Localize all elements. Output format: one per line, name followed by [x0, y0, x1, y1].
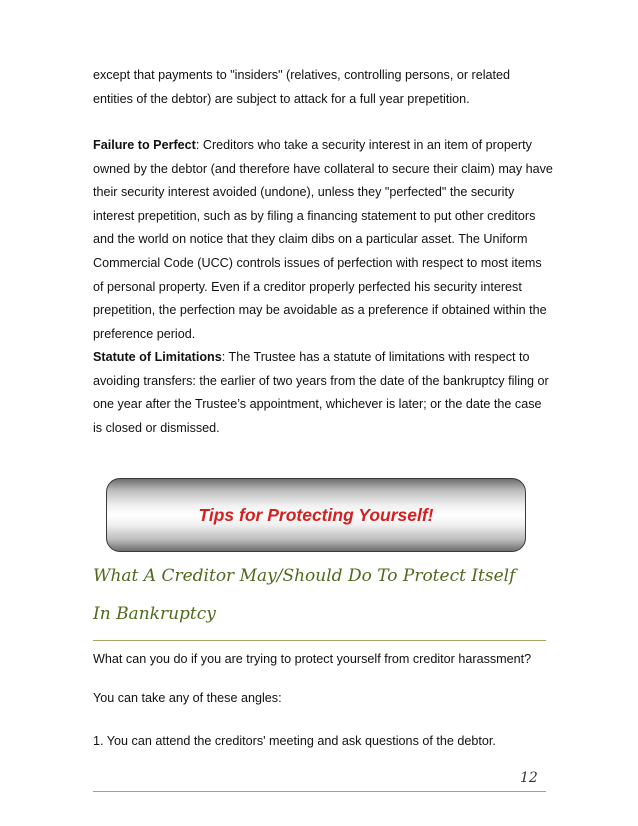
failure-to-perfect-label: Failure to Perfect: [93, 138, 196, 152]
statute-of-limitations-text: : The Trustee has a statute of limitations with respect to avoiding transfers: the earlier of two years from the date of the bankruptcy filing or one year after the Trustee’s appointment, whichever is later; or the date the case is closed or dismissed.: [93, 350, 549, 435]
section-heading-line-2: In Bankruptcy: [93, 604, 216, 624]
paragraph-statute-of-limitations: [93, 346, 553, 440]
heading-divider: [93, 640, 546, 641]
angles-intro-text: You can take any of these angles:: [93, 691, 282, 705]
page-number: 12: [520, 770, 538, 786]
list-item-1: 1. You can attend the creditors' meeting and ask questions of the debtor.: [93, 734, 496, 748]
footer-divider: [93, 791, 546, 792]
statute-of-limitations-label: Statute of Limitations: [93, 350, 222, 364]
tips-banner-text: Tips for Protecting Yourself!: [198, 505, 434, 525]
paragraph-insiders: except that payments to "insiders" (relatives, controlling persons, or related entities of the debtor) are subject to attack for a full year prepetition.: [93, 68, 511, 106]
tips-banner: [106, 478, 526, 552]
section-heading-line-1: What A Creditor May/Should Do To Protect Itself: [93, 566, 516, 586]
question-text: What can you do if you are trying to protect yourself from creditor harassment?: [93, 652, 532, 666]
failure-to-perfect-text: : Creditors who take a security interest in an item of property owned by the debtor (and therefore have collateral to secure their claim) may have their security interest avoided (undone), unless they "perfected" the security interest prepetition, such as by filing a financing statement to put other creditors and the world on notice that they claim dibs on a particular asset. The Uniform Commercial Code (UCC) controls issues of perfection with respect to most items of personal property. Even if a creditor properly perfected his security interest prepetition, the perfection may be avoidable as a preference if obtained within the preference period.: [93, 138, 553, 341]
paragraph-failure-to-perfect: [93, 134, 553, 346]
